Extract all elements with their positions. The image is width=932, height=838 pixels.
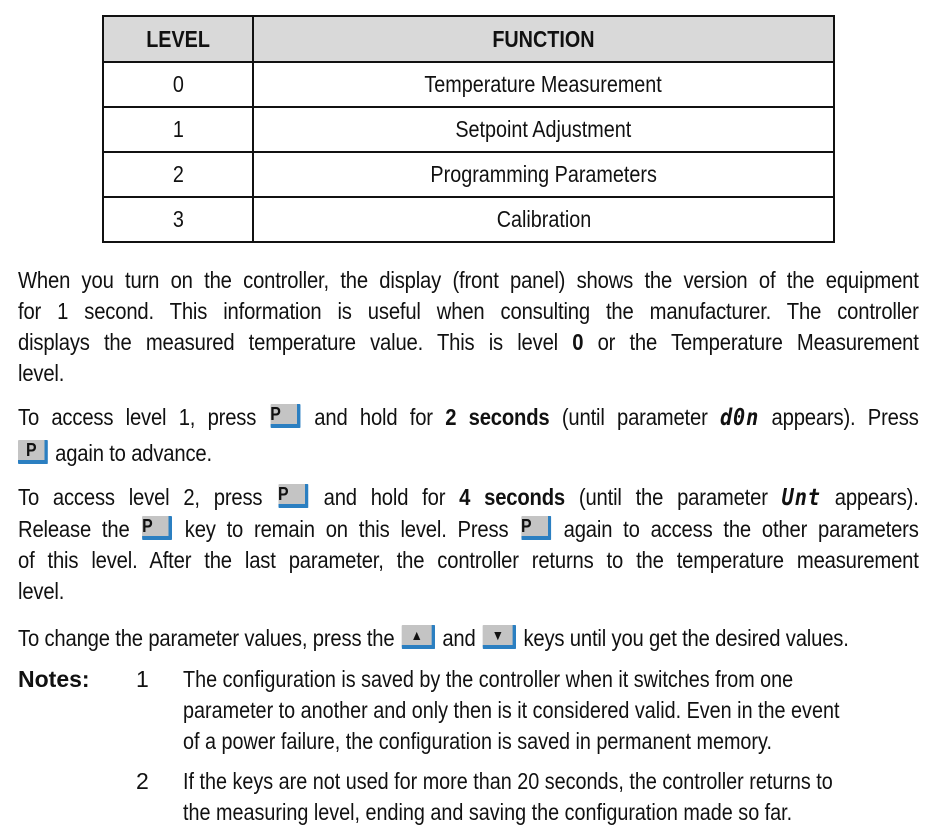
p-key-icon: P — [278, 484, 308, 508]
table-row — [103, 197, 834, 242]
cell-function: Temperature Measurement — [253, 62, 834, 107]
paragraph-level-1: To access level 1, press P and hold for 2 seconds (until parameter d0n appears). Press P again to advance. — [18, 404, 919, 466]
cell-function: Calibration — [253, 197, 834, 242]
header-function: FUNCTION — [253, 16, 834, 62]
param-don: d0n — [719, 405, 760, 431]
cell-level: 3 — [103, 197, 253, 242]
header-level: LEVEL — [103, 16, 253, 62]
levels-table — [102, 15, 835, 243]
cell-function: Programming Parameters — [253, 152, 834, 197]
cell-level: 1 — [103, 107, 253, 152]
p-key-icon: P — [270, 404, 300, 428]
paragraph-level-2: To access level 2, press P and hold for 4 seconds (until the parameter Unt appears). Release the P key to remain on this level. Press P again to access the other parameters of this level. After the last parameter, the controller returns to the temperature measurement level. — [18, 484, 919, 604]
cell-level: 0 — [103, 62, 253, 107]
paragraph-power-on: When you turn on the controller, the display (front panel) shows the version of the equipment for 1 second. This information is useful when consulting the manufacturer. The controller displays the measured temperature value. This is level 0 or the Temperature Measurement level. — [18, 267, 919, 386]
notes-label: Notes: — [18, 666, 90, 692]
cell-function: Setpoint Adjustment — [253, 107, 834, 152]
p-key-icon: P — [521, 516, 551, 540]
p-key-icon: P — [142, 516, 172, 540]
paragraph-change-values: To change the parameter values, press the ▲ and ▼ keys until you get the desired values. — [18, 625, 849, 651]
down-key-icon: ▼ — [483, 625, 516, 649]
param-unt: Unt — [781, 485, 821, 511]
up-key-icon: ▲ — [402, 625, 435, 649]
cell-level: 2 — [103, 152, 253, 197]
table-row — [103, 107, 834, 152]
table-header-row — [103, 16, 834, 62]
table-row — [103, 62, 834, 107]
table-row — [103, 152, 834, 197]
p-key-icon: P — [18, 440, 48, 464]
